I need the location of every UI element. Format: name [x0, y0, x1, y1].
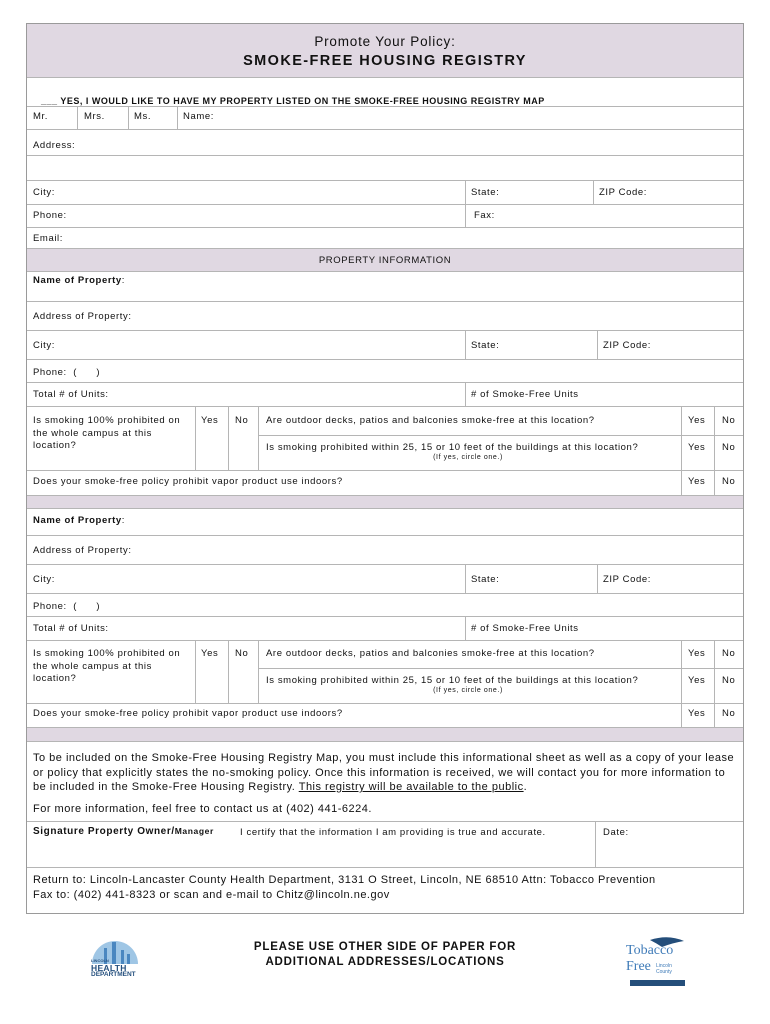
city-field[interactable]: [67, 185, 457, 199]
additional-locations-note: PLEASE USE OTHER SIDE OF PAPER FOR ADDITIONAL ADDRESSES/LOCATIONS: [253, 941, 517, 968]
city-label: City:: [33, 187, 55, 198]
property2-outdoor-question: Are outdoor decks, patios and balconies smoke-free at this location?: [266, 648, 595, 659]
property1-name-label: Name of Property: [33, 275, 122, 286]
property1-smokefree-units-field[interactable]: [587, 387, 737, 401]
logo-health-text: HEALTH: [91, 963, 127, 973]
property1-units-field[interactable]: [127, 387, 457, 401]
property2-smokefree-units-field[interactable]: [587, 621, 737, 635]
info-section: [27, 742, 743, 822]
property2-name-field[interactable]: [147, 513, 727, 527]
property2-phone-field[interactable]: [112, 599, 732, 613]
property1-address-row: [27, 302, 743, 331]
property2-units-field[interactable]: [127, 621, 457, 635]
property2-campus-no[interactable]: No: [235, 648, 249, 659]
property2-phone-label: Phone: ( ): [33, 601, 101, 612]
signature-label: Signature Property Owner/Manager: [33, 826, 214, 837]
property1-phone-label: Phone: ( ): [33, 367, 101, 378]
property1-smokefree-units-label: # of Smoke-Free Units: [471, 389, 579, 400]
name-field[interactable]: [222, 109, 722, 123]
optin-blank: ___: [41, 96, 58, 106]
property2-name-label: Name of Property: [33, 515, 122, 526]
property2-phone-row: [27, 594, 743, 617]
signature-field[interactable]: [33, 842, 583, 860]
ms-option[interactable]: Ms.: [134, 111, 152, 122]
fax-email-line: Fax to: (402) 441-8323 or scan and e-mail to Chitz@lincoln.ne.gov: [33, 889, 390, 901]
property2-vapor-question: Does your smoke-free policy prohibit vapor product use indoors?: [33, 708, 343, 719]
name-label: Name:: [183, 111, 214, 122]
optin-checkbox-line[interactable]: [41, 96, 545, 106]
logo-tobacco-text: Tobacco: [626, 943, 674, 958]
property1-vapor-no[interactable]: No: [722, 476, 736, 487]
property2-vapor-no[interactable]: No: [722, 708, 736, 719]
logo-county-text: County: [656, 969, 672, 975]
city-row: [27, 181, 743, 205]
property1-policy-grid: [27, 407, 743, 471]
property2-policy-grid: [27, 641, 743, 704]
address-label: Address:: [33, 140, 76, 151]
property1-state-field[interactable]: [507, 338, 597, 352]
logo-lincoln-text: Lincoln: [656, 963, 672, 969]
address-line2-row: [27, 156, 743, 181]
property1-distance-yes[interactable]: Yes: [688, 442, 706, 453]
public-registry-note: This registry will be available to the public: [298, 781, 524, 793]
contact-phone-line: For more information, feel free to contact us at (402) 441-6224.: [33, 803, 372, 815]
property2-city-label: City:: [33, 574, 55, 585]
property2-distance-yes[interactable]: Yes: [688, 675, 706, 686]
property2-city-field[interactable]: [67, 572, 457, 586]
phone-field[interactable]: [77, 208, 457, 222]
fax-field[interactable]: [502, 208, 732, 222]
property1-city-field[interactable]: [67, 338, 457, 352]
logo-small-text: LINCOLN: [91, 958, 109, 963]
tobacco-free-logo: [620, 934, 690, 988]
property2-zip-label: ZIP Code:: [603, 574, 651, 585]
certify-text: I certify that the information I am providing is true and accurate.: [240, 827, 546, 838]
mr-option[interactable]: Mr.: [33, 111, 48, 122]
property2-vapor-yes[interactable]: Yes: [688, 708, 706, 719]
property1-campus-question: Is smoking 100% prohibited on the whole campus at this location?: [33, 415, 181, 451]
property1-city-row: [27, 331, 743, 360]
property2-units-label: Total # of Units:: [33, 623, 109, 634]
property1-distance-question: Is smoking prohibited within 25, 15 or 10 feet of the buildings at this location?: [266, 442, 639, 453]
property-info-header: [27, 249, 743, 272]
property2-units-row: [27, 617, 743, 641]
property1-state-label: State:: [471, 340, 500, 351]
property1-zip-field[interactable]: [659, 338, 739, 352]
property2-state-field[interactable]: [507, 572, 597, 586]
property2-distance-question: Is smoking prohibited within 25, 15 or 10 feet of the buildings at this location?: [266, 675, 639, 686]
property1-name-field[interactable]: [147, 274, 727, 288]
optin-text: YES, I WOULD LIKE TO HAVE MY PROPERTY LISTED ON THE SMOKE-FREE HOUSING REGISTRY MAP: [60, 96, 545, 106]
property1-city-label: City:: [33, 340, 55, 351]
date-label: Date:: [603, 827, 629, 838]
form-subtitle: Promote Your Policy:: [314, 34, 456, 49]
property1-phone-row: [27, 360, 743, 383]
property1-vapor-question: Does your smoke-free policy prohibit vapor product use indoors?: [33, 476, 343, 487]
property2-address-row: [27, 536, 743, 565]
property2-address-label: Address of Property:: [33, 545, 132, 556]
health-department-logo: [86, 938, 144, 988]
address-line2-field[interactable]: [33, 161, 733, 175]
property2-name-row: Name of Property:: [27, 509, 743, 536]
phone-row: [27, 205, 743, 228]
email-label: Email:: [33, 233, 63, 244]
property1-name-row: Name of Property:: [27, 272, 743, 302]
property1-phone-field[interactable]: [112, 365, 732, 379]
property1-address-label: Address of Property:: [33, 311, 132, 322]
property-divider: [27, 496, 743, 509]
form-header: [27, 24, 743, 78]
property1-address-field[interactable]: [142, 309, 732, 323]
property1-outdoor-question: Are outdoor decks, patios and balconies smoke-free at this location?: [266, 415, 595, 426]
logo-free-text: Free: [626, 959, 651, 974]
property1-campus-no[interactable]: No: [235, 415, 249, 426]
return-address: Return to: Lincoln-Lancaster County Health Department, 3131 O Street, Lincoln, NE 68510 Attn: Tobacco Prevention: [33, 874, 656, 886]
signature-row: [27, 822, 743, 868]
property2-distance-note: (If yes, circle one.): [433, 687, 503, 694]
logo-department-text: DEPARTMENT: [91, 971, 136, 978]
footer-divider: [27, 728, 743, 742]
zip-label: ZIP Code:: [599, 187, 647, 198]
property1-outdoor-no[interactable]: No: [722, 415, 736, 426]
property1-distance-note: (If yes, circle one.): [433, 454, 503, 461]
property2-zip-field[interactable]: [659, 572, 739, 586]
property1-units-label: Total # of Units:: [33, 389, 109, 400]
property1-campus-yes[interactable]: Yes: [201, 415, 219, 426]
property1-zip-label: ZIP Code:: [603, 340, 651, 351]
property2-outdoor-yes[interactable]: Yes: [688, 648, 706, 659]
property2-campus-question: Is smoking 100% prohibited on the whole campus at this location?: [33, 648, 181, 684]
mrs-option[interactable]: Mrs.: [84, 111, 105, 122]
state-label: State:: [471, 187, 500, 198]
property2-outdoor-no[interactable]: No: [722, 648, 736, 659]
email-row: [27, 228, 743, 249]
optin-section: [27, 78, 743, 130]
zip-field[interactable]: [657, 185, 737, 199]
address-row: [27, 130, 743, 156]
form-title: SMOKE-FREE HOUSING REGISTRY: [243, 53, 527, 69]
return-section: [27, 868, 743, 913]
property1-vapor-row: [27, 471, 743, 496]
email-field[interactable]: [72, 231, 722, 245]
property2-state-label: State:: [471, 574, 500, 585]
property1-distance-no[interactable]: No: [722, 442, 736, 453]
phone-label: Phone:: [33, 210, 67, 221]
property1-outdoor-yes[interactable]: Yes: [688, 415, 706, 426]
fax-label: Fax:: [474, 210, 495, 221]
property2-vapor-row: [27, 704, 743, 728]
property1-vapor-yes[interactable]: Yes: [688, 476, 706, 487]
registry-form: [26, 23, 744, 914]
info-paragraph: To be included on the Smoke-Free Housing Registry Map, you must include this informational sheet as well as a copy of your lease or policy that explicitly states the no-smoking policy. Once this information is received, we will contact you for more information to be included in the Smoke-Free Housing Registry. This registry will be available to the public.: [33, 752, 735, 793]
property2-distance-no[interactable]: No: [722, 675, 736, 686]
property2-address-field[interactable]: [142, 543, 732, 557]
state-field[interactable]: [507, 185, 587, 199]
property-info-title: PROPERTY INFORMATION: [318, 255, 452, 266]
date-field[interactable]: [603, 842, 738, 860]
address-field[interactable]: [87, 137, 727, 151]
property2-smokefree-units-label: # of Smoke-Free Units: [471, 623, 579, 634]
property1-units-row: [27, 383, 743, 407]
property2-city-row: [27, 565, 743, 594]
property2-campus-yes[interactable]: Yes: [201, 648, 219, 659]
